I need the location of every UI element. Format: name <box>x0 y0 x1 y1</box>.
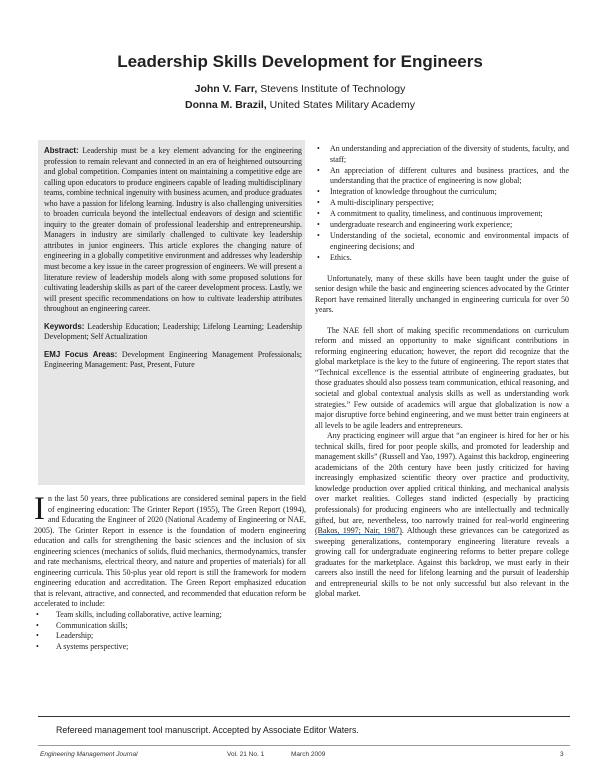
bullet-icon: • <box>317 209 320 219</box>
list-item: • Understanding of the societal, economic and environmental impacts of engineering decisions; and <box>317 231 569 251</box>
body-paragraph-3: Any practicing engineer will argue that “an engineer is hired for her or his technical skills, fired for poor people skills, and promoted for leadership and management skills” (Russell and Yao, 1997). Against this backdrop, engineering academicians of the 20th century have been justly criticized for having increasingly emphasized scientific theory over practice and productivity, knowledge production over applied critical thinking, and mechanical analysis over market realities. Colleges stand indicted (especially by practicing professionals) for producing engineers who are intellectually and technically gifted, but are, nevertheless, too narrowly trained for real-world engineering (Bakos, 1997; Nair, 1987). Although these grievances can be categorized as sweeping generalizations, contemporary engineering literature reveals a growing call for undergraduate engineering reforms to better prepare college graduates for the marketplace. Against this backdrop, we must early in their careers also instill the need for lifelong learning and the pursuit of leadership and entrepreneurial skills to be not only successful but also relevant in the global market. <box>315 431 569 599</box>
bullet-icon: • <box>317 231 320 241</box>
list-item: • An understanding and appreciation of the diversity of students, faculty, and staff; <box>317 144 569 164</box>
article-title: Leadership Skills Development for Engineers <box>117 52 483 71</box>
author-line-2 <box>0 99 600 111</box>
author-name: Donna M. Brazil, <box>185 99 267 111</box>
list-item: • Integration of knowledge throughout the curriculum; <box>317 187 497 197</box>
abstract-paragraph <box>44 146 302 315</box>
intro-bullet-list <box>34 610 306 652</box>
abstract-text: Leadership must be a key element advancing for the engineering profession to remain relevant and connected in an era of heightened outsourcing and global competition. Companies intent on maintaining a competitive edge are calling upon educators to produce engineers capable of leading multidisciplinary teams, combine technical ingenuity with business acumen, and produce graduates who have a passion for lifelong learning. Industry is also challenging universities to broaden curricula beyond the intellectual endeavors of design and scientific inquiry to the greater domain of professional leadership and entrepreneurship. Managers in industry are similarly challenged to cultivate key leadership attributes in junior engineers. This article explores the changing nature of engineering in a globally competitive environment and addresses why leadership must become a key issue in the career progression of engineers. We will present a literature review of leadership models along with some proposed solutions for cultivating leadership skills as part of the career development process. Lastly, we will present specific recommendations on how to cultivate leadership attributes throughout an engineering career. <box>44 146 302 314</box>
list-item: • A multi-disciplinary perspective; <box>317 198 434 208</box>
bullet-icon: • <box>317 220 320 230</box>
bullet-icon: • <box>36 631 39 641</box>
footer-divider <box>38 745 570 746</box>
list-item: • Leadership; <box>36 631 94 641</box>
list-item: • A systems perspective; <box>36 641 129 651</box>
intro-text: n the last 50 years, three publications are considered seminal papers in the field of engineering education: The Grinter Report (1955), The Green Report (1994), and Educating the Engineer of 2020 (National Academy of Engineering or NAE, 2005). The Grinter Report in essence is the foundation of modern engineering education and calls for strengthening the basic sciences and the inclusion of six engineering sciences (mechanics of solids, fluid mechanics, thermodynamics, transfer and rate mechanisms, electrical theory, and nature and properties of materials) for all engineering curricula. This 50-plus year old report is still the framework for modern engineering education and accreditation. The Green Report emphasized education that is relevant, attractive, and connected, and recommended that education reform be accelerated to include: <box>34 494 306 609</box>
intro-paragraph <box>34 491 306 610</box>
bullet-icon: • <box>36 620 39 630</box>
author-name: John V. Farr, <box>194 83 258 95</box>
footnote <box>38 716 570 735</box>
focus-label: EMJ Focus Areas: <box>44 349 118 359</box>
bullet-icon: • <box>317 198 320 208</box>
bullet-icon: • <box>36 641 39 651</box>
bullet-icon: • <box>317 165 320 175</box>
footer-volume: Vol. 21 No. 1 <box>227 751 265 758</box>
author-affiliation: Stevens Institute of Technology <box>260 83 406 95</box>
list-item: • An appreciation of different cultures and business practices, and the understanding that the practice of engineering is now global; <box>317 165 569 186</box>
abstract-label: Abstract: <box>44 146 79 155</box>
page-number: 3 <box>560 751 564 758</box>
focus-text: Development Engineering Management Professionals; Engineering Management: Past, Present, Future <box>44 349 302 370</box>
list-item: • Communication skills; <box>36 620 128 630</box>
footnote-text: Refereed management tool manuscript. Accepted by Associate Editor Waters. <box>56 725 359 735</box>
footer-journal: Engineering Management Journal <box>40 751 138 758</box>
reform-bullet-list <box>315 144 569 264</box>
keywords-text: Leadership Education; Leadership; Lifelong Learning; Leadership Development; Self Actualization <box>44 321 302 342</box>
footer-date: March 2009 <box>291 751 326 758</box>
keywords-paragraph <box>44 322 302 343</box>
citation-link[interactable]: (Bakos, 1997; Nair, 1987) <box>315 526 402 536</box>
author-affiliation: United States Military Academy <box>269 99 415 111</box>
list-item: • undergraduate research and engineering work experience; <box>317 220 513 230</box>
focus-paragraph <box>44 350 302 371</box>
right-column <box>315 144 569 600</box>
abstract-box <box>38 140 305 485</box>
drop-cap: I <box>34 491 45 527</box>
list-item: • A commitment to quality, timeliness, and continuous improvement; <box>317 209 543 219</box>
bullet-icon: • <box>317 144 320 153</box>
bullet-icon: • <box>36 610 39 620</box>
list-item: • Ethics. <box>317 252 352 262</box>
bullet-icon: • <box>317 187 320 197</box>
list-item: • Team skills, including collaborative, active learning; <box>36 610 222 620</box>
body-paragraph-1: Unfortunately, many of these skills have been taught under the guise of senior design while the basic and engineering sciences advocated by the Grinter Report have remained literally unchanged in engineering curricula for over 50 years. <box>315 273 569 315</box>
author-line-1 <box>0 83 600 95</box>
bullet-icon: • <box>317 252 320 262</box>
body-paragraph-2: The NAE fell short of making specific recommendations on curriculum reform and missed an opportunity to make significant contributions in reforming engineering education; however, the report did recognize that the global marketplace is the key to the future of engineering. The report states that “Technical excellence is the essential attribute of engineering graduates, but those graduates should also possess team communication, ethical reasoning, and societal and global contextual analysis skills as well as understanding work strategies.” Few outside of academics will argue that globalization is now a major disruptive force behind engineering, and we must better train engineers at all levels to be agile leaders and entrepreneurs. <box>315 325 569 430</box>
introduction-section <box>34 491 306 652</box>
keywords-label: Keywords: <box>44 321 85 331</box>
